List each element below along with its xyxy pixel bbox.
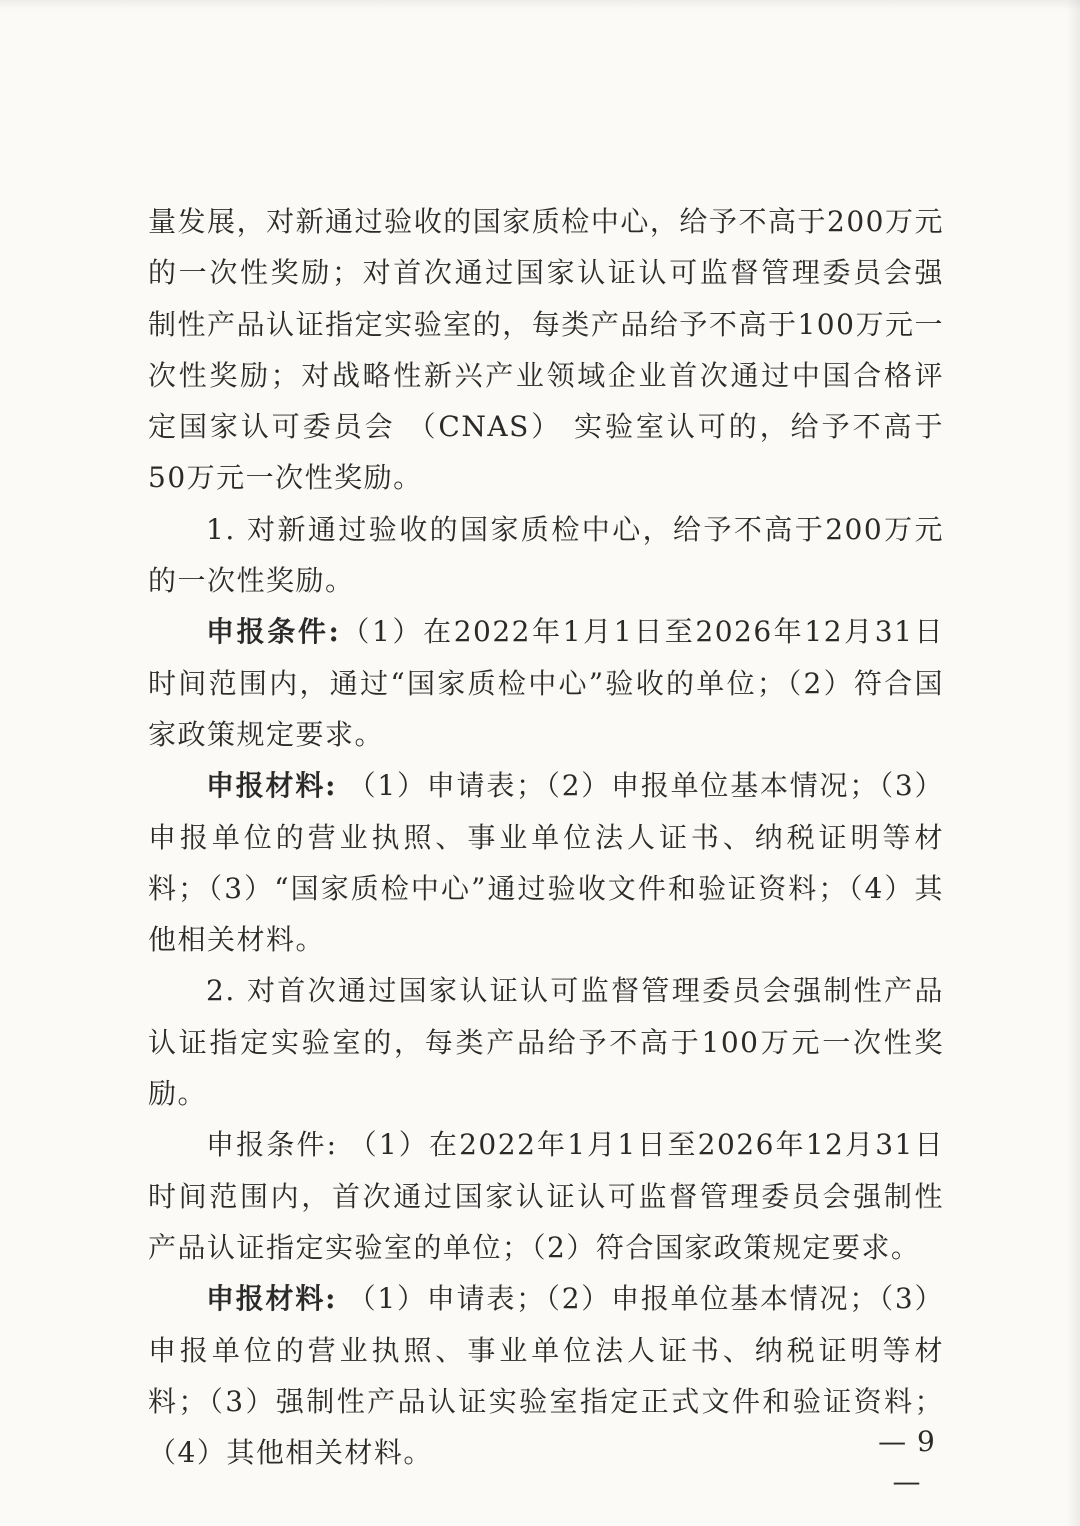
paragraph-item-1-heading: 1. 对新通过验收的国家质检中心，给予不高于200万元的一次性奖励。 bbox=[148, 512, 944, 598]
materials-label: 申报材料: bbox=[206, 769, 337, 803]
scan-shadow-top bbox=[0, 0, 1080, 10]
page-number: — 9 — bbox=[878, 1425, 936, 1498]
conditions-label: 申报条件: bbox=[206, 615, 341, 649]
paragraph-item-2-materials: 申报材料: （1）申请表；（2）申报单位基本情况；（3）申报单位的营业执照、事业单位法人证书、纳税证明等材料；（3）强制性产品认证实验室指定正式文件和验证资料；（4）其他相关材料。 bbox=[148, 1282, 944, 1470]
paragraph-item-2-conditions: 申报条件: （1）在2022年1月1日至2026年12月31日时间范围内，首次通过国家认证认可监督管理委员会强制性产品认证指定实验室的单位；（2）符合国家政策规定要求。 bbox=[148, 1128, 944, 1264]
paragraph-item-1-conditions: 申报条件:（1）在2022年1月1日至2026年12月31日时间范围内，通过“国家质检中心”验收的单位；（2）符合国家政策规定要求。 bbox=[148, 615, 945, 751]
materials-label: 申报材料: bbox=[206, 1282, 337, 1316]
body-text bbox=[148, 196, 944, 1478]
paragraph-reward-overview: 量发展，对新通过验收的国家质检中心，给予不高于200万元的一次性奖励；对首次通过国家认证认可监督管理委员会强制性产品认证指定实验室的，每类产品给予不高于100万元一次性奖励；对战略性新兴产业领域企业首次通过中国合格评定国家认可委员会 （CNAS） 实验室认可的，给予不高于50万元一次性奖励。 bbox=[148, 205, 944, 495]
paragraph-item-1-materials: 申报材料: （1）申请表；（2）申报单位基本情况；（3）申报单位的营业执照、事业单位法人证书、纳税证明等材料；（3）“国家质检中心”通过验收文件和验证资料；（4）其他相关材料。 bbox=[148, 769, 944, 957]
scan-shadow-right bbox=[1066, 0, 1080, 1526]
paragraph-item-2-heading: 2. 对首次通过国家认证认可监督管理委员会强制性产品认证指定实验室的，每类产品给予不高于100万元一次性奖励。 bbox=[148, 974, 944, 1111]
